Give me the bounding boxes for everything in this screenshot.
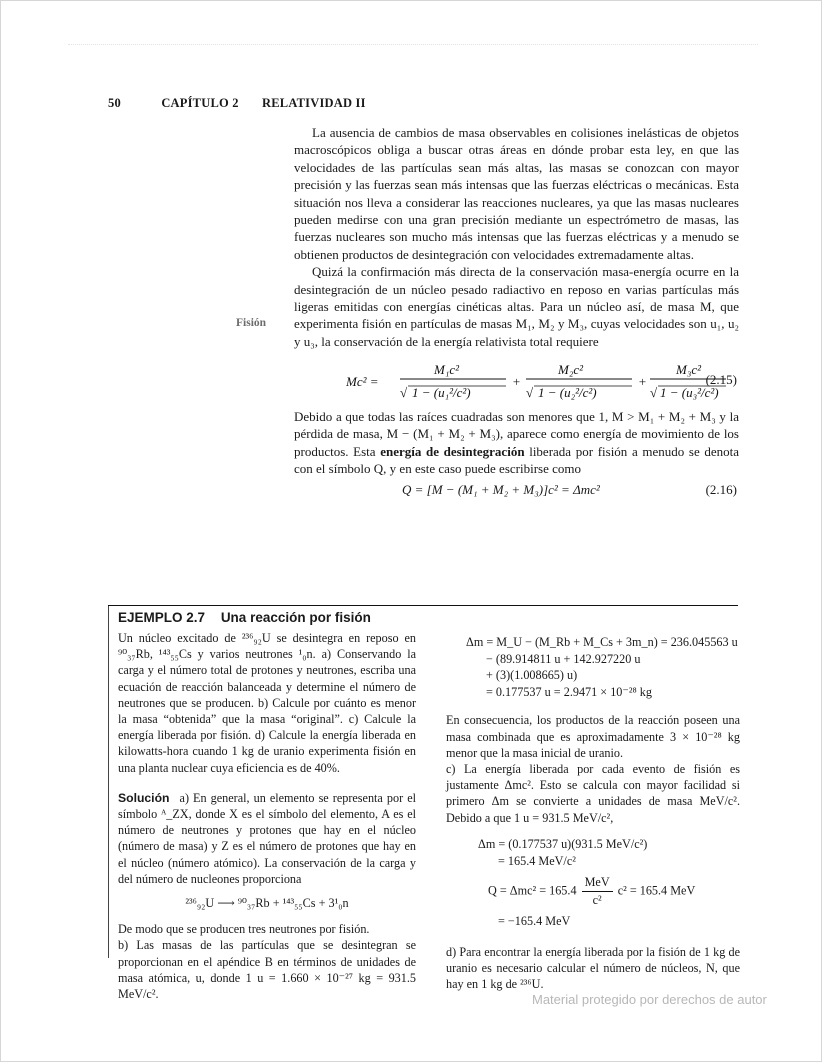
c-line-3-right: c² = 165.4 MeV bbox=[617, 883, 696, 898]
example-number: EJEMPLO 2.7 bbox=[118, 610, 206, 625]
equation-2-16 bbox=[294, 482, 739, 502]
solution-part-d: d) Para encontrar la energía liberada por la fisión de 1 kg de uranio es necesario calcular el número de núcleos, N, que hay en 1 kg de ²³⁶U. bbox=[446, 944, 740, 992]
fraction-denominator: c² bbox=[592, 892, 602, 907]
mev-fraction bbox=[582, 874, 613, 909]
dm-line-4: = 0.177537 u = 2.9471 × 10⁻²⁸ kg bbox=[486, 684, 652, 699]
margin-note-fision: Fisión bbox=[236, 317, 267, 329]
svg-text:1 − (u₂²/c²): 1 − (u₂²/c²) bbox=[538, 385, 597, 400]
fraction-numerator: MeV bbox=[582, 874, 613, 892]
term-energia-desintegracion: energía de desintegración bbox=[380, 443, 525, 459]
solution-part-c: c) La energía liberada por cada evento de fisión es justamente Δmc². Esto se calcula con mayor facilidad si primero Δm se convierte a unidades de masa MeV/c². Debido a que 1 u = 931.5 MeV/c², bbox=[446, 761, 740, 825]
c-line-3-left: Q = Δmc² = 165.4 bbox=[488, 883, 577, 898]
svg-text:1 − (u₁²/c²): 1 − (u₁²/c²) bbox=[412, 385, 471, 400]
consequence-text: En consecuencia, los productos de la reacción poseen una masa combinada que es aproximadamente 3 × 10⁻²⁸ kg menor que la masa inicial de uranio. bbox=[446, 713, 740, 760]
page-number: 50 bbox=[108, 96, 121, 110]
svg-text:M₃c²: M₃c² bbox=[676, 362, 702, 377]
example-title bbox=[118, 610, 371, 625]
paragraph-2: Quizá la confirmación más directa de la conservación masa-energía ocurre en la desintegración de un núcleo pesado radiactivo en reposo en varias partículas más ligeras emitidas con energías cinéticas altas. Para un núcleo así, de masa M, que experimenta fisión en partículas de masas M₁, M₂ y M₃, cuyas velocidades son u₁, u₂ y u₃, la conservación de la energía relativista total requiere bbox=[294, 264, 739, 349]
paragraph-3-part-a: Debido a que todas las raíces cuadradas son menores que 1, M > M₁ + M₂ + M₃ y la pérdida de masa, M − (M₁ + M₂ + M₃), aparece como energía de movimiento de los productos. Esta bbox=[294, 409, 739, 459]
paragraph-1: La ausencia de cambios de masa observables en colisiones inelásticas de objetos macroscópicos obliga a buscar otras áreas en dónde probar esta ley, en que las velocidades de las partículas sean más altas, las masas se conozcan con mayor precisión y las fuerzas sean más intensas que las fuerzas eléctricas o mecánicas. Esta situación nos lleva a considerar las reacciones nucleares, ya que las masas nucleares pueden medirse con una gran precisión mediante un espectrómetro de masas, las fuerzas nucleares son mucho más intensas que las fuerzas eléctricas y a menudo se obtienen productos de desintegración con velocidades extremadamente altas. bbox=[294, 125, 739, 262]
svg-text:√: √ bbox=[650, 385, 658, 400]
main-text bbox=[294, 124, 739, 350]
solution-part-b: b) Las masas de las partículas que se desintegran se proporcionan en el apéndice B en términos de unidades de masa atómica, u, donde 1 u = 1.660 × 10⁻²⁷ kg = 931.5 MeV/c². bbox=[118, 938, 416, 1002]
svg-text:√: √ bbox=[526, 385, 534, 400]
top-scan-line bbox=[68, 44, 758, 46]
example-right-column bbox=[446, 630, 740, 992]
svg-text:1 − (u₃²/c²): 1 − (u₃²/c²) bbox=[660, 385, 719, 400]
post-equation-text bbox=[294, 408, 739, 478]
solution-label: Solución bbox=[118, 790, 170, 805]
mass-difference-calc bbox=[446, 634, 740, 700]
chapter-label: CAPÍTULO 2 bbox=[161, 96, 239, 110]
svg-text:+: + bbox=[638, 374, 647, 389]
running-header bbox=[108, 96, 366, 111]
c-line-4: = −165.4 MeV bbox=[498, 913, 571, 928]
reaction-equation: ²³⁶₉₂U ⟶ ⁹⁰₃₇Rb + ¹⁴³₅₅Cs + 3¹₀n bbox=[185, 896, 349, 911]
example-top-rule bbox=[108, 605, 738, 606]
svg-text:√: √ bbox=[400, 385, 408, 400]
example-statement: Un núcleo excitado de ²³⁶₉₂U se desintegra en reposo en ⁹⁰₃₇Rb, ¹⁴³₅₅Cs y varios neutrones ¹₀n. a) Conservando la carga y el número total de protones y neutrones, escriba una ecuación de reacción balanceada y determine el número de neutrones que se producen. b) Calcule por cuánto es menor la masa “obtenida” que la masa “original”. c) Calcule la energía liberada por fisión. d) Calcule la energía liberada en kilowatts-hora cuando 1 kg de uranio experimenta fisión en una planta nuclear cuya eficiencia es de 40%. bbox=[118, 631, 416, 775]
dm-line-2: − (89.914811 u + 142.927220 u bbox=[486, 651, 641, 666]
svg-text:M₂c²: M₂c² bbox=[558, 362, 584, 377]
svg-text:M₁c²: M₁c² bbox=[434, 362, 460, 377]
c-line-1: Δm = (0.177537 u)(931.5 MeV/c²) bbox=[478, 836, 648, 851]
example-side-rule bbox=[108, 606, 109, 958]
solution-a-text: a) En general, un elemento se representa por el símbolo ᴬ_ZX, donde X es el símbolo del elemento, A es el número de neutrones y protones que hay en el núcleo (número de masa) y Z es el número de protones que hay en el núcleo (número atómico). La conservación de la carga y del número de nucleones proporciona bbox=[118, 790, 416, 886]
neutrons-result: De modo que se producen tres neutrones por fisión. bbox=[118, 922, 370, 937]
paragraph-3 bbox=[294, 408, 739, 478]
c-line-2: = 165.4 MeV/c² bbox=[498, 853, 576, 868]
svg-text:Mc² =: Mc² = bbox=[346, 374, 379, 389]
equation-2-16-text: Q = [M − (M₁ + M₂ + M₃)]c² = Δmc² bbox=[402, 482, 600, 497]
energy-calc bbox=[446, 836, 740, 930]
solution-part-a bbox=[118, 790, 416, 887]
c-line-3 bbox=[478, 874, 740, 909]
equation-2-15 bbox=[294, 360, 739, 404]
equation-number-2-15: (2.15) bbox=[705, 372, 737, 387]
dm-line-3: + (3)(1.008665) u) bbox=[486, 668, 578, 683]
paragraph-3-part-b: liberada por fisión a menudo se denota con el símbolo Q, y en este caso puede escribirse como bbox=[294, 443, 740, 477]
equation-number-2-16: (2.16) bbox=[705, 482, 737, 497]
svg-text:+: + bbox=[512, 374, 521, 389]
example-heading: Una reacción por fisión bbox=[220, 610, 371, 625]
dm-line-1: Δm = M_U − (M_Rb + M_Cs + 3m_n) = 236.045563 u bbox=[466, 635, 738, 649]
example-left-column bbox=[118, 630, 416, 1002]
section-label: RELATIVIDAD II bbox=[262, 96, 366, 110]
equation-2-15-graphic bbox=[346, 360, 726, 404]
copyright-watermark: Material protegido por derechos de autor bbox=[532, 992, 767, 1007]
